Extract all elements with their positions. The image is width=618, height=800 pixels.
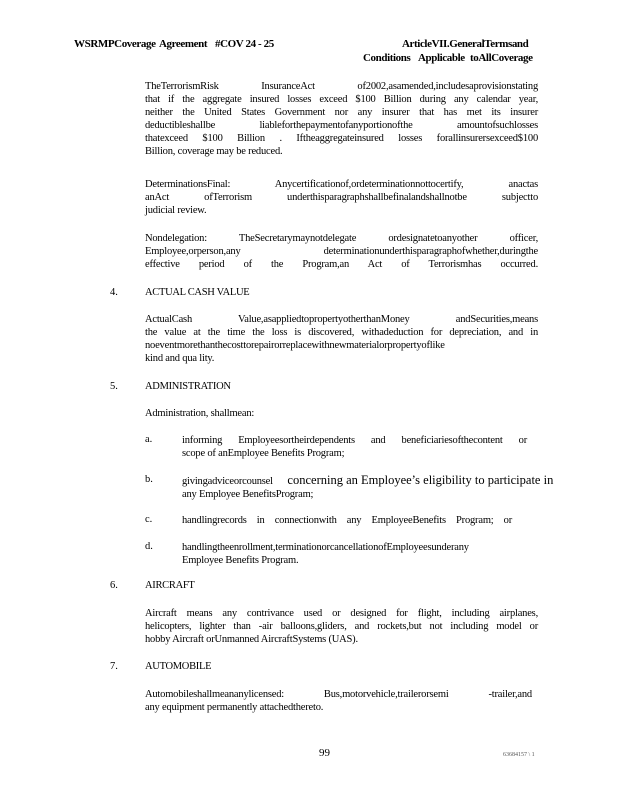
list-item-d <box>182 541 512 567</box>
header-cov-number: #COV 24 - 25 <box>215 38 274 50</box>
header-article-title: ArticleVII.GeneralTermsand <box>402 38 529 50</box>
section-number: 5. <box>110 381 118 392</box>
section-heading-actual-cash-value: ACTUAL CASH VALUE <box>145 287 250 298</box>
actual-cash-value-paragraph <box>145 313 538 365</box>
text-line: neither the United States Government nor any insurer that has met its insurer <box>145 107 538 118</box>
section-number: 4. <box>110 287 118 298</box>
terrorism-paragraph <box>145 80 538 158</box>
list-item-letter: a. <box>145 434 153 445</box>
text-line: any equipment permanently attachedthereto. <box>145 702 324 713</box>
text-line: anAct ofTerrorism underthisparagraphshallbefinalandshallnotbe subjectto <box>145 192 538 203</box>
list-item-c <box>182 514 512 527</box>
text-line: Automobileshallmeananylicensed: Bus,motorvehicle,trailerorsemi -trailer,and <box>145 689 532 700</box>
list-item-letter: d. <box>145 541 153 552</box>
text-line: judicial review. <box>145 205 207 216</box>
header-article-sub-1: Conditions <box>363 52 411 64</box>
administration-intro <box>145 407 538 420</box>
section-heading-administration: ADMINISTRATION <box>145 381 231 392</box>
header-article-sub-3: toAllCoverage <box>470 52 533 64</box>
text-line: ActualCash Value,asappliedtopropertyotherthanMoney andSecurities,means <box>145 314 538 325</box>
list-item-letter: b. <box>145 474 153 485</box>
text-line: Billion, coverage may be reduced. <box>145 146 283 157</box>
section-heading-aircraft: AIRCRAFT <box>145 580 195 591</box>
text-line: noeventmorethanthecosttorepairorreplacewithnewmaterialorpropertyoflike <box>145 340 445 351</box>
text-span: concerning an Employee’s eligibility to participate in <box>287 473 554 487</box>
text-span: givingadviceorcounsel <box>182 476 273 487</box>
text-line: Employee Benefits Program. <box>182 555 299 566</box>
section-heading-automobile: AUTOMOBILE <box>145 661 212 672</box>
text-line: TheTerrorismRisk InsuranceAct of2002,asamended,includesaprovisionstating <box>145 81 538 92</box>
nondelegation-paragraph <box>145 232 538 271</box>
text-line: thatexceed $100 Billion . Iftheaggregateinsured losses forallinsurersexceed$100 <box>145 133 538 144</box>
text-line: deductibleshallbe liableforthepaymentofanyportionofthe amountofsuchlosses <box>145 120 538 131</box>
text-line: kind and qua lity. <box>145 353 215 364</box>
text-line: handlingrecords in connectionwith any EmployeeBenefits Program; or <box>182 515 512 526</box>
header-article-sub-2: Applicable <box>418 52 465 64</box>
header-title-2: Agreement <box>159 38 208 50</box>
text-line: informing Employeesortheirdependents and beneficiariesofthecontent or <box>182 435 527 446</box>
text-line: Aircraft means any contrivance used or designed for flight, including airplanes, <box>145 608 538 619</box>
document-id: 63684157 \ 1 <box>503 752 535 758</box>
automobile-paragraph <box>145 688 532 714</box>
text-line: Employee,orperson,any determinationunderthisparagraphofwhether,duringthe <box>145 246 538 257</box>
aircraft-paragraph <box>145 607 538 646</box>
section-number: 7. <box>110 661 118 672</box>
section-number: 6. <box>110 580 118 591</box>
text-line: the value at the time the loss is discovered, withadeduction for depreciation, and in <box>145 327 538 338</box>
text-line: any Employee BenefitsProgram; <box>182 489 314 500</box>
text-line: hobby Aircraft orUnmanned AircraftSystems (UAS). <box>145 634 358 645</box>
text-line: DeterminationsFinal: Anycertificationof,ordeterminationnottocertify, anactas <box>145 179 538 190</box>
list-item-letter: c. <box>145 514 153 525</box>
page-number: 99 <box>319 747 330 759</box>
list-item-a <box>182 434 527 460</box>
text-line: effective period of the Program,an Act of Terrorismhas occurred. <box>145 259 538 270</box>
text-line: Administration, shallmean: <box>145 408 255 419</box>
text-line: Nondelegation: TheSecretarymaynotdelegate ordesignatetoanyother officer, <box>145 233 538 244</box>
determinations-paragraph <box>145 178 538 217</box>
list-item-b <box>182 474 554 501</box>
text-line: helicopters, lighter than -air balloons,gliders, and rockets,but not including model or <box>145 621 538 632</box>
header-title-1: WSRMPCoverage <box>74 38 156 50</box>
text-line: handlingtheenrollment,terminationorcancellationofEmployeesunderany <box>182 542 469 553</box>
text-line: scope of anEmployee Benefits Program; <box>182 448 345 459</box>
text-line: that if the aggregate insured losses exceed $100 Billion during any calendar year, <box>145 94 538 105</box>
